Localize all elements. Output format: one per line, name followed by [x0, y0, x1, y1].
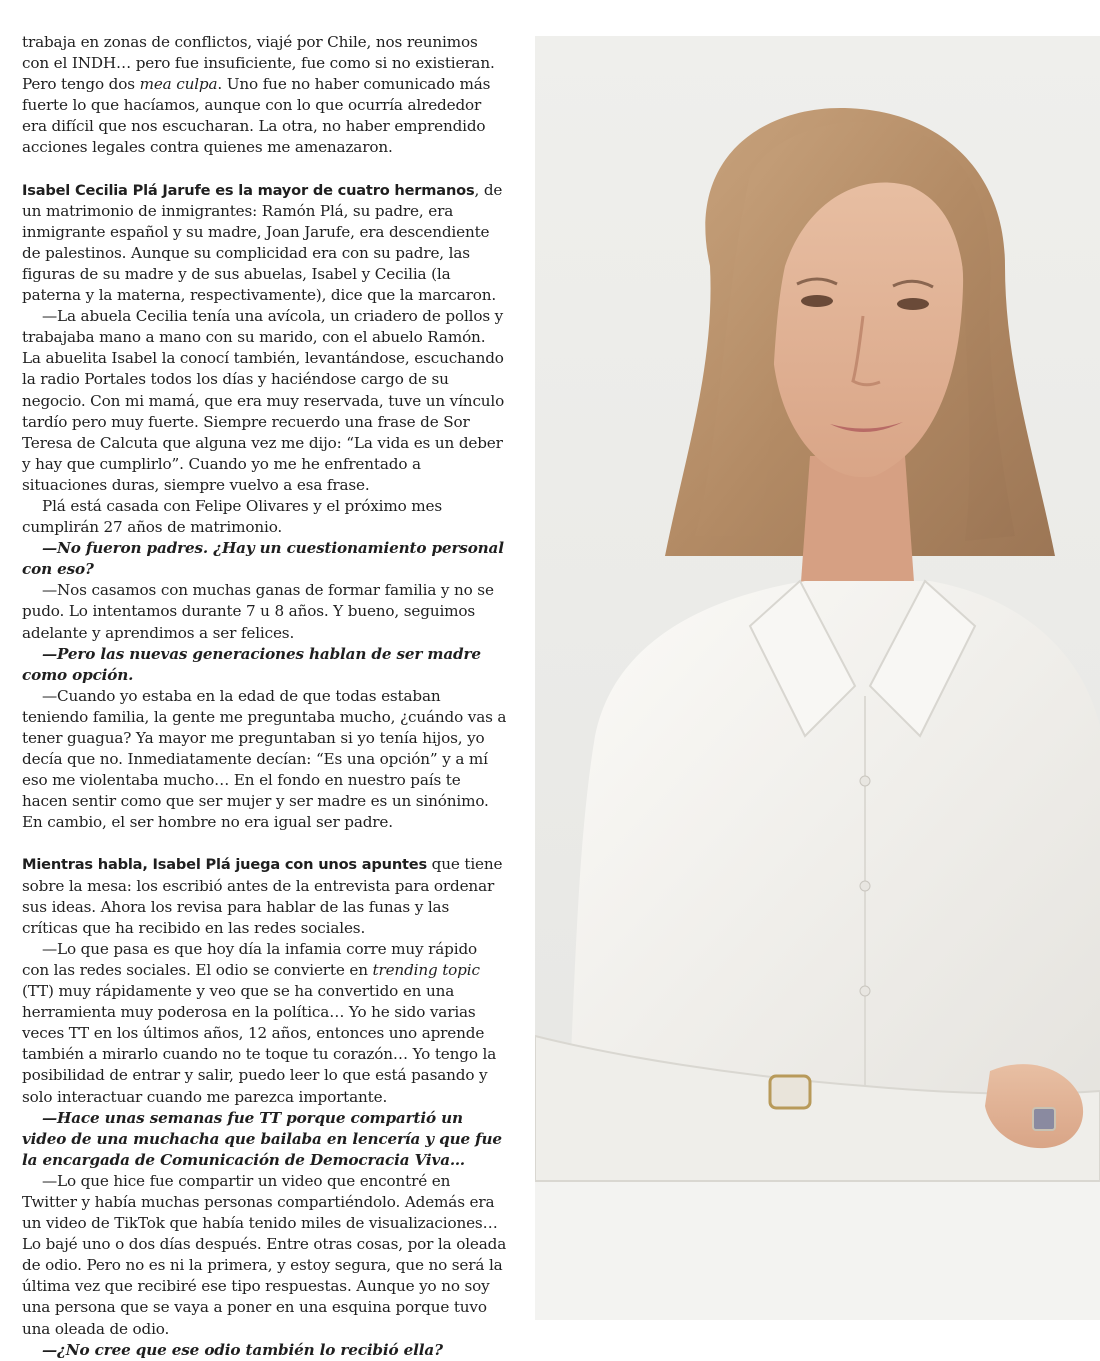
- question-motherhood-option: —Pero las nuevas generaciones hablan de ser madre como opción.: [22, 644, 481, 684]
- table-surface: [535, 1166, 1100, 1320]
- paragraph-grandmothers: —La abuela Cecilia tenía una avícola, un criadero de pollos y trabajaba mano a mano con su marido, con el abuelo Ramón. La abuelita Isabel la conocí también, levantándose, escuchando la radio Portales todos los días y haciéndose cargo de su negocio. Con mi mamá, que era muy reservada, tuve un vínculo tardío pero muy fuerte. Siempre recuerdo una frase de Sor Teresa de Calcuta que alguna vez me dijo: “La vida es un deber y hay que cumplirlo”. Cuando yo me he enfrentado a situaciones duras, siempre vuelvo a esa frase.: [22, 307, 505, 494]
- right-eye: [897, 298, 929, 310]
- blouse-button: [860, 986, 870, 996]
- blouse-button: [860, 776, 870, 786]
- question-tt-video: —Hace unas semanas fue TT porque compartió un video de una muchacha que bailaba en lencería y que fue la encargada de Comunicación de Democracia Viva…: [22, 1108, 502, 1169]
- section-lead-notes: Mientras habla, Isabel Plá juega con unos apuntes: [22, 856, 427, 874]
- paragraph-intro: trabaja en zonas de conflictos, viajé por Chile, nos reunimos con el INDH… pero fue insuficiente, fue como si no existieran. Pero tengo dos mea culpa. Uno fue no haber comunicado más fuerte lo que hacíamos, aunque con lo que ocurría alrededor era difícil que nos escucharan. La otra, no haber emprendido acciones legales contra quienes me amenazaron.: [22, 33, 495, 157]
- answer-parents: —Nos casamos con muchas ganas de formar familia y no se pudo. Lo intentamos durante 7 u 8 años. Y bueno, seguimos adelante y aprendimos a ser felices.: [22, 581, 494, 642]
- italic-mea-culpa: mea culpa: [139, 75, 218, 94]
- italic-trending-topic: trending topic: [372, 960, 480, 979]
- question-parents: —No fueron padres. ¿Hay un cuestionamiento personal con eso?: [22, 539, 504, 579]
- blouse-button: [860, 881, 870, 891]
- portrait-photo: [535, 36, 1100, 1320]
- section-lead-family: Isabel Cecilia Plá Jarufe es la mayor de cuatro hermanos: [22, 181, 475, 199]
- ring: [1033, 1108, 1055, 1130]
- wristwatch: [770, 1076, 810, 1108]
- answer-tt-video: —Lo que hice fue compartir un video que encontré en Twitter y había muchas personas compartiéndolo. Además era un video de TikTok que había tenido miles de visualizaciones… Lo bajé uno o dos días después. Entre otras cosas, por la oleada de odio. Pero no es ni la primera, y estoy segura, que no será la última vez que recibiré ese tipo respuestas. Aunque yo no soy una persona que se vaya a poner en una esquina porque tuvo una oleada de odio.: [22, 1171, 507, 1338]
- question-hate: —¿No cree que ese odio también lo recibió ella?: [42, 1340, 443, 1359]
- answer-social-media: —Lo que pasa es que hoy día la infamia corre muy rápido con las redes sociales. El odio se convierte en trending topic (TT) muy rápidamente y veo que se ha convertido en una herramienta muy poderosa en la política… Yo he sido varias veces TT en los últimos años, 12 años, entonces uno aprende también a mirarlo cuando no te toque tu corazón… Yo tengo la posibilidad de entrar y salir, puedo leer lo que está pasando y solo interactuar cuando me parezca importante.: [22, 939, 497, 1106]
- section-paragraph-family: Isabel Cecilia Plá Jarufe es la mayor de cuatro hermanos, de un matrimonio de inmigrantes: Ramón Plá, su padre, era inmigrante español y su madre, Joan Jarufe, era descendiente de palestinos. Aunque su complicidad era con su padre, las figuras de su madre y de sus abuelas, Isabel y Cecilia (la paterna y la materna, respectivamente), dice que la marcaron.: [22, 180, 503, 305]
- article-text-column: [22, 32, 507, 1361]
- answer-motherhood-option: —Cuando yo estaba en la edad de que todas estaban teniendo familia, la gente me preguntaba mucho, ¿cuándo vas a tener guagua? Ya mayor me preguntaban si yo tenía hijos, yo decía que no. Inmediatamente decían: “Es una opción” y a mí eso me violentaba mucho… En el fondo en nuestro país te hacen sentir como que ser mujer y ser madre es un sinónimo. En cambio, el ser hombre no era igual ser padre.: [22, 686, 507, 832]
- paragraph-marriage: Plá está casada con Felipe Olivares y el próximo mes cumplirán 27 años de matrimonio.: [22, 496, 443, 537]
- left-eye: [801, 295, 833, 307]
- section-paragraph-notes: Mientras habla, Isabel Plá juega con unos apuntes que tiene sobre la mesa: los escribió antes de la entrevista para ordenar sus ideas. Ahora los revisa para hablar de las funas y las críticas que ha recibido en las redes sociales.: [22, 855, 503, 937]
- portrait-illustration: [535, 36, 1100, 1320]
- neck: [800, 456, 915, 596]
